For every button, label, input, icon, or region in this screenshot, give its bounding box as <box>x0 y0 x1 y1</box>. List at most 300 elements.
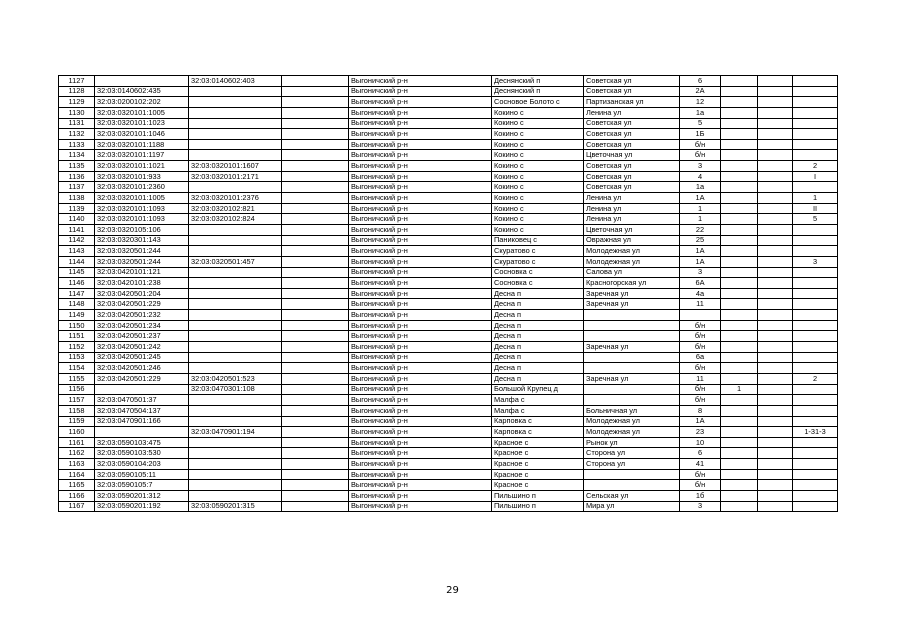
row-number: 1156 <box>59 384 95 395</box>
district-cell: Выгоничский р-н <box>349 469 492 480</box>
cadastral-number: 32:03:0590105:11 <box>95 469 189 480</box>
house-cell: б/н <box>680 331 721 342</box>
extra-cell <box>282 129 349 140</box>
street-cell <box>584 395 680 406</box>
extra-cell <box>282 395 349 406</box>
row-number: 1150 <box>59 320 95 331</box>
settlement-cell: Кокино с <box>492 203 584 214</box>
street-cell: Рынок ул <box>584 437 680 448</box>
district-cell: Выгоничский р-н <box>349 224 492 235</box>
house-cell: б/н <box>680 342 721 353</box>
building-cell <box>721 235 758 246</box>
extra-cell <box>282 203 349 214</box>
street-cell: Партизанская ул <box>584 97 680 108</box>
settlement-cell: Десна п <box>492 299 584 310</box>
row-number: 1134 <box>59 150 95 161</box>
table-row <box>59 490 838 501</box>
house-cell: б/н <box>680 320 721 331</box>
district-cell: Выгоничский р-н <box>349 139 492 150</box>
object-cadastral-number <box>189 97 282 108</box>
house-cell: б/н <box>680 363 721 374</box>
district-cell: Выгоничский р-н <box>349 427 492 438</box>
building-cell <box>721 427 758 438</box>
extra-cell-2 <box>758 246 793 257</box>
apartment-cell: 3 <box>793 256 838 267</box>
settlement-cell: Красное с <box>492 480 584 491</box>
district-cell: Выгоничский р-н <box>349 384 492 395</box>
object-cadastral-number <box>189 469 282 480</box>
building-cell <box>721 363 758 374</box>
settlement-cell: Кокино с <box>492 182 584 193</box>
settlement-cell: Кокино с <box>492 214 584 225</box>
extra-cell-2 <box>758 118 793 129</box>
apartment-cell: 5 <box>793 214 838 225</box>
object-cadastral-number <box>189 342 282 353</box>
extra-cell-2 <box>758 395 793 406</box>
street-cell: Советская ул <box>584 76 680 87</box>
extra-cell <box>282 427 349 438</box>
apartment-cell <box>793 246 838 257</box>
apartment-cell <box>793 331 838 342</box>
row-number: 1146 <box>59 278 95 289</box>
cadastral-number: 32:03:0320101:1046 <box>95 129 189 140</box>
row-number: 1138 <box>59 193 95 204</box>
extra-cell-2 <box>758 171 793 182</box>
row-number: 1136 <box>59 171 95 182</box>
page-number: 29 <box>446 585 459 596</box>
apartment-cell <box>793 288 838 299</box>
row-number: 1164 <box>59 469 95 480</box>
district-cell: Выгоничский р-н <box>349 448 492 459</box>
object-cadastral-number: 32:03:0470901:194 <box>189 427 282 438</box>
settlement-cell: Десна п <box>492 342 584 353</box>
row-number: 1167 <box>59 501 95 512</box>
district-cell: Выгоничский р-н <box>349 363 492 374</box>
apartment-cell <box>793 107 838 118</box>
object-cadastral-number <box>189 288 282 299</box>
house-cell: 1А <box>680 246 721 257</box>
street-cell: Ленина ул <box>584 193 680 204</box>
building-cell <box>721 331 758 342</box>
settlement-cell: Красное с <box>492 437 584 448</box>
street-cell: Ленина ул <box>584 107 680 118</box>
street-cell: Сельская ул <box>584 490 680 501</box>
extra-cell-2 <box>758 363 793 374</box>
settlement-cell: Десна п <box>492 288 584 299</box>
house-cell: 6А <box>680 278 721 289</box>
table-row <box>59 129 838 140</box>
settlement-cell: Малфа с <box>492 395 584 406</box>
house-cell: 1а <box>680 107 721 118</box>
street-cell: Ленина ул <box>584 203 680 214</box>
extra-cell-2 <box>758 288 793 299</box>
street-cell: Салова ул <box>584 267 680 278</box>
cadastral-number: 32:03:0320101:933 <box>95 171 189 182</box>
extra-cell <box>282 118 349 129</box>
extra-cell <box>282 107 349 118</box>
table-row <box>59 448 838 459</box>
building-cell <box>721 299 758 310</box>
object-cadastral-number <box>189 448 282 459</box>
district-cell: Выгоничский р-н <box>349 416 492 427</box>
row-number: 1148 <box>59 299 95 310</box>
settlement-cell: Сосновка с <box>492 267 584 278</box>
house-cell: 11 <box>680 373 721 384</box>
building-cell <box>721 171 758 182</box>
extra-cell-2 <box>758 235 793 246</box>
settlement-cell: Кокино с <box>492 171 584 182</box>
table-row <box>59 161 838 172</box>
table-row <box>59 342 838 353</box>
settlement-cell: Кокино с <box>492 129 584 140</box>
table-row <box>59 437 838 448</box>
extra-cell <box>282 278 349 289</box>
extra-cell-2 <box>758 427 793 438</box>
object-cadastral-number: 32:03:0590201:315 <box>189 501 282 512</box>
table-row <box>59 373 838 384</box>
district-cell: Выгоничский р-н <box>349 480 492 491</box>
street-cell <box>584 469 680 480</box>
street-cell: Красногорская ул <box>584 278 680 289</box>
building-cell <box>721 139 758 150</box>
extra-cell <box>282 437 349 448</box>
street-cell: Цветочная ул <box>584 150 680 161</box>
object-cadastral-number <box>189 246 282 257</box>
extra-cell-2 <box>758 224 793 235</box>
cadastral-number: 32:03:0320101:1197 <box>95 150 189 161</box>
building-cell <box>721 129 758 140</box>
cadastral-number: 32:03:0470501:37 <box>95 395 189 406</box>
street-cell: Больничная ул <box>584 405 680 416</box>
cadastral-number: 32:03:0420501:229 <box>95 299 189 310</box>
object-cadastral-number: 32:03:0320102:824 <box>189 214 282 225</box>
extra-cell <box>282 288 349 299</box>
cadastral-number: 32:03:0420101:238 <box>95 278 189 289</box>
building-cell <box>721 448 758 459</box>
row-number: 1145 <box>59 267 95 278</box>
district-cell: Выгоничский р-н <box>349 171 492 182</box>
building-cell <box>721 459 758 470</box>
object-cadastral-number: 32:03:0320101:2376 <box>189 193 282 204</box>
district-cell: Выгоничский р-н <box>349 193 492 204</box>
district-cell: Выгоничский р-н <box>349 310 492 321</box>
cadastral-number: 32:03:0320101:2360 <box>95 182 189 193</box>
settlement-cell: Пильшино п <box>492 490 584 501</box>
table-row <box>59 224 838 235</box>
row-number: 1144 <box>59 256 95 267</box>
street-cell: Сторона ул <box>584 448 680 459</box>
cadastral-number: 32:03:0420501:204 <box>95 288 189 299</box>
object-cadastral-number: 32:03:0320101:2171 <box>189 171 282 182</box>
extra-cell <box>282 161 349 172</box>
extra-cell-2 <box>758 416 793 427</box>
settlement-cell: Кокино с <box>492 161 584 172</box>
table-row <box>59 320 838 331</box>
extra-cell <box>282 182 349 193</box>
building-cell <box>721 416 758 427</box>
house-cell: 12 <box>680 97 721 108</box>
table-row <box>59 97 838 108</box>
apartment-cell <box>793 490 838 501</box>
street-cell: Заречная ул <box>584 373 680 384</box>
cadastral-number: 32:03:0320501:244 <box>95 256 189 267</box>
table-row <box>59 246 838 257</box>
house-cell: б/н <box>680 384 721 395</box>
district-cell: Выгоничский р-н <box>349 150 492 161</box>
settlement-cell: Скуратово с <box>492 256 584 267</box>
object-cadastral-number <box>189 299 282 310</box>
building-cell <box>721 501 758 512</box>
district-cell: Выгоничский р-н <box>349 129 492 140</box>
settlement-cell: Пильшино п <box>492 501 584 512</box>
house-cell: 5 <box>680 118 721 129</box>
extra-cell <box>282 459 349 470</box>
extra-cell <box>282 342 349 353</box>
cadastral-number <box>95 427 189 438</box>
cadastral-number: 32:03:0420501:245 <box>95 352 189 363</box>
row-number: 1142 <box>59 235 95 246</box>
building-cell <box>721 256 758 267</box>
settlement-cell: Большой Крупец д <box>492 384 584 395</box>
street-cell: Цветочная ул <box>584 224 680 235</box>
apartment-cell <box>793 299 838 310</box>
apartment-cell <box>793 480 838 491</box>
extra-cell <box>282 480 349 491</box>
apartment-cell <box>793 342 838 353</box>
building-cell <box>721 469 758 480</box>
row-number: 1149 <box>59 310 95 321</box>
row-number: 1131 <box>59 118 95 129</box>
row-number: 1158 <box>59 405 95 416</box>
building-cell <box>721 107 758 118</box>
house-cell: б/н <box>680 150 721 161</box>
apartment-cell <box>793 416 838 427</box>
cadastral-number: 32:03:0320101:1093 <box>95 214 189 225</box>
building-cell <box>721 437 758 448</box>
extra-cell-2 <box>758 203 793 214</box>
building-cell <box>721 490 758 501</box>
district-cell: Выгоничский р-н <box>349 235 492 246</box>
table-row <box>59 182 838 193</box>
table-row <box>59 459 838 470</box>
row-number: 1166 <box>59 490 95 501</box>
row-number: 1130 <box>59 107 95 118</box>
row-number: 1141 <box>59 224 95 235</box>
extra-cell-2 <box>758 107 793 118</box>
table-row <box>59 310 838 321</box>
table-row <box>59 299 838 310</box>
apartment-cell <box>793 320 838 331</box>
street-cell: Советская ул <box>584 171 680 182</box>
settlement-cell: Кокино с <box>492 107 584 118</box>
district-cell: Выгоничский р-н <box>349 320 492 331</box>
house-cell: б/н <box>680 139 721 150</box>
settlement-cell: Паниковец с <box>492 235 584 246</box>
extra-cell <box>282 373 349 384</box>
object-cadastral-number: 32:03:0470301:108 <box>189 384 282 395</box>
object-cadastral-number <box>189 363 282 374</box>
cadastral-number: 32:03:0420501:232 <box>95 310 189 321</box>
table-row <box>59 395 838 406</box>
settlement-cell: Сосновое Болото с <box>492 97 584 108</box>
object-cadastral-number <box>189 352 282 363</box>
apartment-cell <box>793 86 838 97</box>
object-cadastral-number <box>189 86 282 97</box>
table-row <box>59 107 838 118</box>
object-cadastral-number <box>189 405 282 416</box>
cadastral-number: 32:03:0320101:1021 <box>95 161 189 172</box>
extra-cell-2 <box>758 469 793 480</box>
district-cell: Выгоничский р-н <box>349 161 492 172</box>
district-cell: Выгоничский р-н <box>349 278 492 289</box>
building-cell <box>721 161 758 172</box>
settlement-cell: Красное с <box>492 469 584 480</box>
table-row <box>59 235 838 246</box>
row-number: 1152 <box>59 342 95 353</box>
district-cell: Выгоничский р-н <box>349 331 492 342</box>
apartment-cell <box>793 129 838 140</box>
building-cell <box>721 320 758 331</box>
cadastral-number: 32:03:0320301:143 <box>95 235 189 246</box>
street-cell: Советская ул <box>584 161 680 172</box>
street-cell <box>584 320 680 331</box>
house-cell <box>680 310 721 321</box>
building-cell <box>721 150 758 161</box>
apartment-cell <box>793 405 838 416</box>
house-cell: б/н <box>680 395 721 406</box>
apartment-cell <box>793 501 838 512</box>
house-cell: 2А <box>680 86 721 97</box>
object-cadastral-number <box>189 331 282 342</box>
object-cadastral-number <box>189 129 282 140</box>
extra-cell-2 <box>758 342 793 353</box>
extra-cell <box>282 235 349 246</box>
settlement-cell: Десна п <box>492 310 584 321</box>
house-cell: 1Б <box>680 129 721 140</box>
row-number: 1154 <box>59 363 95 374</box>
extra-cell <box>282 76 349 87</box>
house-cell: 1а <box>680 182 721 193</box>
apartment-cell: 1 <box>793 193 838 204</box>
building-cell <box>721 395 758 406</box>
row-number: 1159 <box>59 416 95 427</box>
building-cell: 1 <box>721 384 758 395</box>
cadastral-number: 32:03:0420501:242 <box>95 342 189 353</box>
settlement-cell: Карповка с <box>492 427 584 438</box>
house-cell: 22 <box>680 224 721 235</box>
cadastral-number: 32:03:0320101:1005 <box>95 107 189 118</box>
extra-cell-2 <box>758 448 793 459</box>
apartment-cell <box>793 235 838 246</box>
row-number: 1143 <box>59 246 95 257</box>
street-cell: Мира ул <box>584 501 680 512</box>
cadastral-number: 32:03:0420501:246 <box>95 363 189 374</box>
apartment-cell <box>793 139 838 150</box>
registry-table <box>58 75 838 512</box>
apartment-cell <box>793 437 838 448</box>
settlement-cell: Десна п <box>492 352 584 363</box>
extra-cell-2 <box>758 150 793 161</box>
building-cell <box>721 203 758 214</box>
apartment-cell <box>793 267 838 278</box>
street-cell <box>584 363 680 374</box>
object-cadastral-number <box>189 107 282 118</box>
building-cell <box>721 352 758 363</box>
building-cell <box>721 342 758 353</box>
district-cell: Выгоничский р-н <box>349 267 492 278</box>
cadastral-number: 32:03:0320101:1005 <box>95 193 189 204</box>
street-cell <box>584 384 680 395</box>
house-cell: 1А <box>680 416 721 427</box>
building-cell <box>721 246 758 257</box>
building-cell <box>721 405 758 416</box>
street-cell: Заречная ул <box>584 288 680 299</box>
settlement-cell: Кокино с <box>492 139 584 150</box>
street-cell <box>584 352 680 363</box>
apartment-cell <box>793 278 838 289</box>
extra-cell <box>282 193 349 204</box>
extra-cell-2 <box>758 310 793 321</box>
table-row <box>59 363 838 374</box>
district-cell: Выгоничский р-н <box>349 182 492 193</box>
street-cell: Заречная ул <box>584 299 680 310</box>
table-row <box>59 405 838 416</box>
object-cadastral-number <box>189 139 282 150</box>
apartment-cell <box>793 182 838 193</box>
district-cell: Выгоничский р-н <box>349 118 492 129</box>
table-row <box>59 76 838 87</box>
extra-cell-2 <box>758 299 793 310</box>
building-cell <box>721 288 758 299</box>
house-cell: 1 <box>680 214 721 225</box>
extra-cell-2 <box>758 459 793 470</box>
row-number: 1128 <box>59 86 95 97</box>
extra-cell <box>282 490 349 501</box>
district-cell: Выгоничский р-н <box>349 352 492 363</box>
cadastral-number: 32:03:0140602:435 <box>95 86 189 97</box>
cadastral-number: 32:03:0590103:475 <box>95 437 189 448</box>
district-cell: Выгоничский р-н <box>349 299 492 310</box>
extra-cell <box>282 469 349 480</box>
extra-cell <box>282 224 349 235</box>
building-cell <box>721 86 758 97</box>
apartment-cell <box>793 459 838 470</box>
district-cell: Выгоничский р-н <box>349 501 492 512</box>
street-cell: Молодежная ул <box>584 256 680 267</box>
extra-cell <box>282 256 349 267</box>
building-cell <box>721 278 758 289</box>
object-cadastral-number: 32:03:0320501:457 <box>189 256 282 267</box>
house-cell: 6 <box>680 76 721 87</box>
extra-cell-2 <box>758 405 793 416</box>
street-cell: Ленина ул <box>584 214 680 225</box>
extra-cell-2 <box>758 384 793 395</box>
house-cell: 6 <box>680 448 721 459</box>
settlement-cell: Малфа с <box>492 405 584 416</box>
row-number: 1127 <box>59 76 95 87</box>
extra-cell-2 <box>758 501 793 512</box>
apartment-cell <box>793 384 838 395</box>
object-cadastral-number: 32:03:0320102:821 <box>189 203 282 214</box>
extra-cell-2 <box>758 161 793 172</box>
extra-cell <box>282 267 349 278</box>
district-cell: Выгоничский р-н <box>349 97 492 108</box>
table-row <box>59 150 838 161</box>
apartment-cell <box>793 118 838 129</box>
cadastral-number: 32:03:0590201:312 <box>95 490 189 501</box>
house-cell: 1А <box>680 256 721 267</box>
apartment-cell <box>793 97 838 108</box>
